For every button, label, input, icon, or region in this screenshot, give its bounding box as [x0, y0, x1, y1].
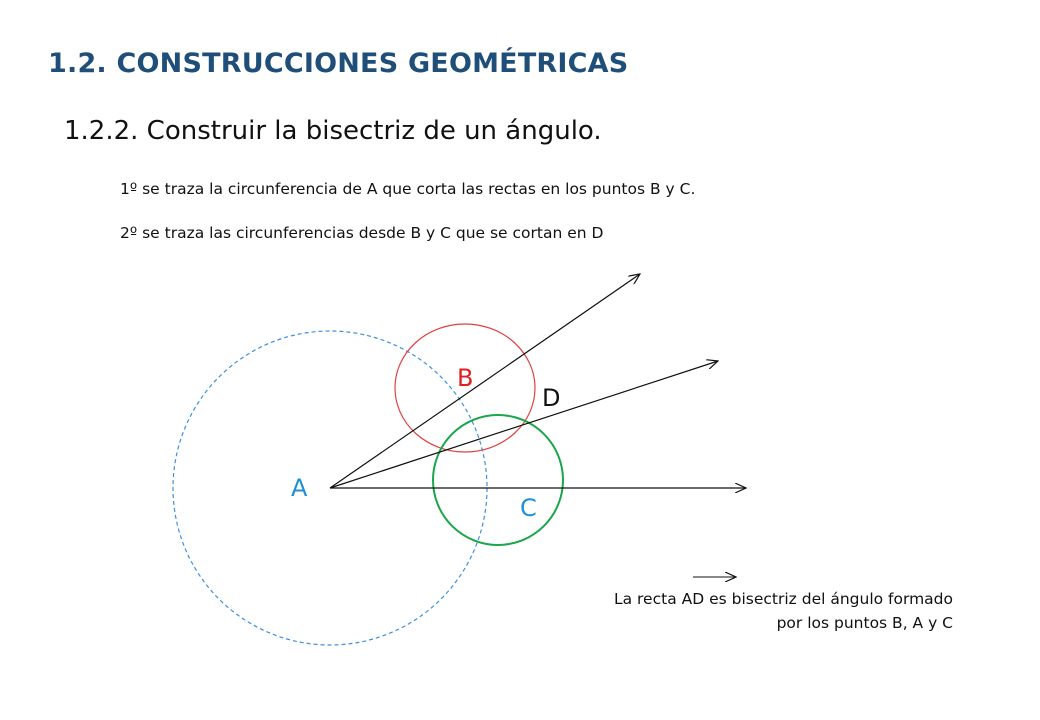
- ray-bisector-ad: [330, 361, 718, 488]
- point-label-c: C: [520, 494, 537, 522]
- point-label-d: D: [542, 384, 561, 412]
- step-1-text: 1º se traza la circunferencia de A que corta las rectas en los puntos B y C.: [120, 180, 696, 198]
- conclusion-line-1: La recta AD es bisectriz del ángulo formado: [613, 590, 953, 608]
- circle-centered-c: [433, 415, 563, 545]
- step-2-text: 2º se traza las circunferencias desde B y C que se cortan en D: [120, 224, 604, 242]
- point-label-b: B: [457, 364, 474, 392]
- point-label-a: A: [291, 474, 308, 502]
- section-subtitle: 1.2.2. Construir la bisectriz de un ángulo.: [64, 116, 602, 146]
- conclusion-line-2: por los puntos B, A y C: [776, 614, 953, 632]
- conclusion-text: [614, 587, 953, 635]
- page-title: 1.2. CONSTRUCCIONES GEOMÉTRICAS: [48, 48, 629, 79]
- ray-upper: [330, 274, 640, 488]
